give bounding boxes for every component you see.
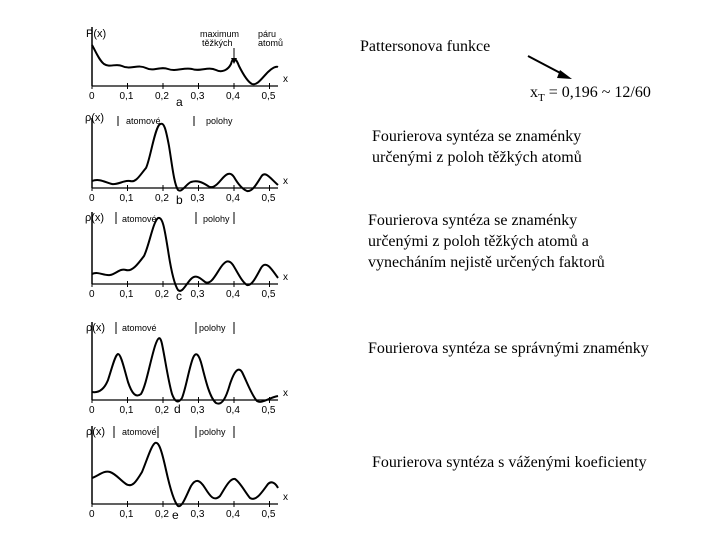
x-tick-label: 0,3 — [190, 405, 205, 416]
panel-e-ylabel: ρ(x) — [86, 426, 106, 438]
x-tick-label: 0,1 — [119, 509, 134, 520]
x-tick-label: 0,2 — [155, 405, 169, 416]
x-tick-label: 0 — [89, 289, 95, 300]
x-tick-label: 0,1 — [119, 193, 134, 204]
x-tick-label: 0,2 — [155, 289, 169, 300]
panel-a-ylabel: P(x) — [86, 28, 107, 40]
x-tick-label: 0,5 — [261, 509, 276, 520]
panel-b-ylabel: ρ(x) — [85, 112, 105, 124]
x-tick-label: 0 — [89, 91, 95, 102]
panel-b-annotation-atomove: atomové — [126, 116, 161, 126]
panel-b — [85, 112, 278, 207]
x-axis-label: x — [283, 74, 288, 85]
panel-c-annotation-polohy: polohy — [203, 214, 230, 224]
panel-a-curve — [92, 45, 278, 84]
x-tick-label: 0 — [89, 405, 95, 416]
panel-a-annotation-tezkych: těžkých — [202, 38, 233, 48]
panel-a-annotation-atomu: atomů — [258, 38, 284, 48]
panel-c-ylabel: ρ(x) — [85, 212, 105, 224]
panel-a — [86, 27, 283, 109]
panel-c — [85, 212, 278, 303]
panel-d-annotation-atomove: atomové — [122, 323, 157, 333]
x-axis-label: x — [283, 492, 288, 503]
xt-value: = 0,196 ~ 12/60 — [544, 84, 651, 101]
x-tick-label: 0 — [89, 509, 95, 520]
x-axis-label: x — [283, 272, 288, 283]
x-tick-label: 0,2 — [155, 193, 169, 204]
x-tick-label: 0,4 — [226, 509, 240, 520]
x-axis-label: x — [283, 176, 288, 187]
x-tick-label: 0,2 — [155, 509, 169, 520]
x-tick-label: 0,1 — [119, 289, 134, 300]
panel-b-letter: b — [176, 193, 183, 207]
x-tick-label: 0,3 — [190, 91, 205, 102]
x-tick-label: 0,5 — [261, 193, 276, 204]
x-tick-label: 0,4 — [226, 405, 240, 416]
x-tick-label: 0,4 — [226, 193, 240, 204]
x-tick-label: 0,3 — [190, 289, 205, 300]
panel-e-letter: e — [172, 508, 179, 522]
panel-a-annotation-maximum: maximum — [200, 29, 240, 39]
panel-e-annotation-polohy: polohy — [199, 427, 226, 437]
panel-d — [86, 322, 278, 416]
x-tick-label: 0,1 — [119, 91, 134, 102]
x-tick-label: 0,4 — [226, 91, 240, 102]
x-tick-label: 0,2 — [155, 91, 169, 102]
caption-fourier-d: Fourierova syntéza se správnými znaménky — [368, 340, 649, 357]
caption-fourier-c: Fourierova syntéza se znaménky určenými z poloh těžkých atomů a vynecháním nejistě určených faktorů — [368, 212, 605, 271]
panel-c-annotation-atomove: atomové — [122, 214, 157, 224]
x-axis-label: x — [283, 388, 288, 399]
panel-a-annotation-paru: páru — [258, 29, 277, 39]
panel-b-annotation-polohy: polohy — [206, 116, 233, 126]
panel-c-curve — [92, 218, 278, 291]
panel-d-curve — [92, 338, 278, 403]
axis-ticks — [89, 74, 288, 520]
x-tick-label: 0,4 — [226, 289, 240, 300]
panel-a-letter: a — [176, 95, 183, 109]
x-tick-label: 0,5 — [261, 405, 276, 416]
panel-e — [86, 426, 278, 522]
x-tick-label: 0,3 — [190, 509, 205, 520]
x-tick-label: 0,1 — [119, 405, 134, 416]
xt-subscript: T — [538, 92, 545, 105]
panel-d-annotation-polohy: polohy — [199, 323, 226, 333]
x-tick-label: 0 — [89, 193, 95, 204]
caption-patterson: Pattersonova funkce — [360, 38, 491, 55]
caption-fourier-e: Fourierova syntéza s váženými koeficienty — [372, 454, 647, 471]
panel-d-letter: d — [174, 402, 181, 416]
caption-fourier-b: Fourierova syntéza se znaménky určenými z poloh těžkých atomů — [372, 128, 582, 166]
panel-e-annotation-atomove: atomové — [122, 427, 157, 437]
x-tick-label: 0,5 — [261, 91, 276, 102]
panel-d-ylabel: ρ(x) — [86, 322, 106, 334]
panel-c-letter: c — [176, 289, 182, 303]
panel-b-curve — [92, 124, 278, 191]
xt-var: x — [530, 84, 538, 101]
x-tick-label: 0,3 — [190, 193, 205, 204]
xt-note — [530, 82, 651, 109]
panel-e-curve — [92, 443, 278, 506]
x-tick-label: 0,5 — [261, 289, 276, 300]
